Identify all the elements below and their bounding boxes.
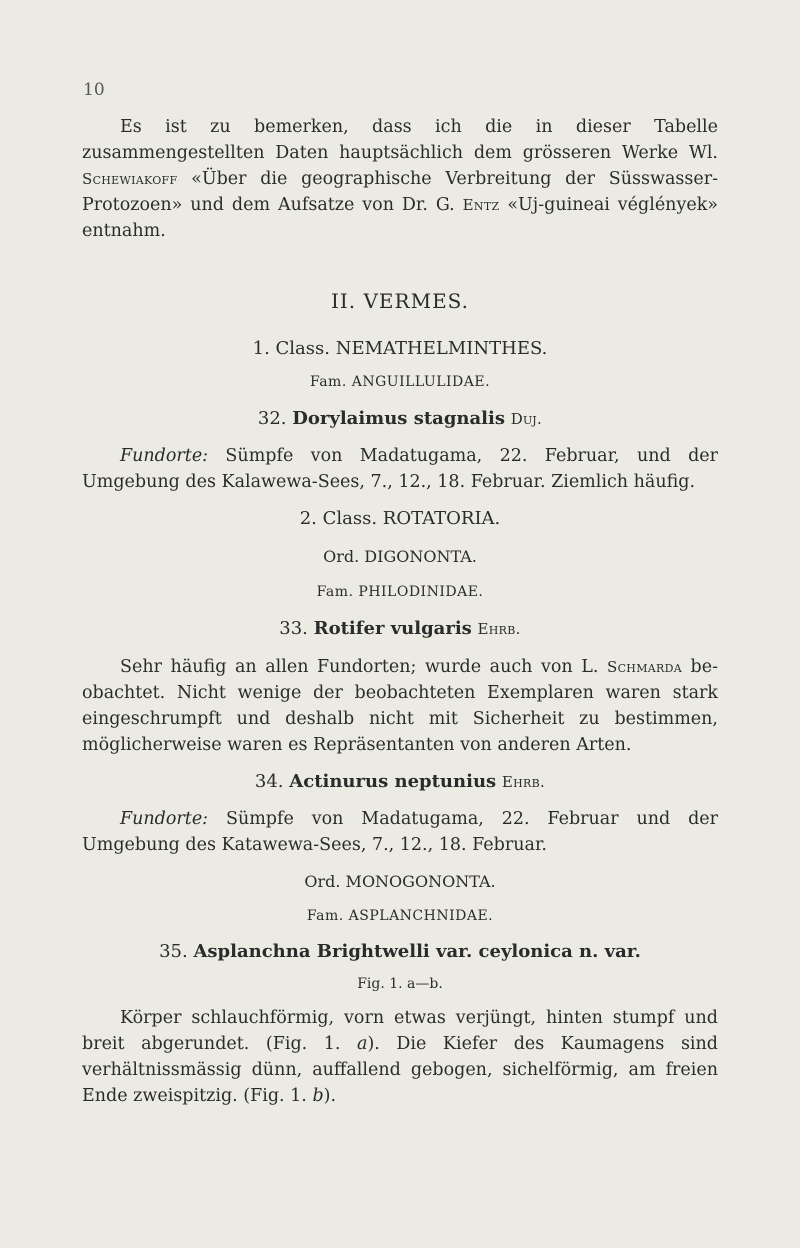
species-number: 35. bbox=[159, 941, 188, 962]
fig-part-a: a bbox=[357, 1034, 368, 1054]
intro-text-1: Es ist zu bemerken, dass ich die in dieser Tabelle zusammengestellten Daten hauptsächlich dem grösseren Werke Wl. bbox=[82, 117, 718, 163]
author-entz: Entz bbox=[462, 196, 500, 214]
species-name: Actinurus neptunius bbox=[289, 771, 497, 792]
species-number: 33. bbox=[279, 618, 308, 639]
species-name: Asplanchna Brightwelli var. ceylonica n. var. bbox=[193, 941, 641, 962]
fundorte-label: Fundorte: bbox=[120, 809, 209, 829]
species-number: 32. bbox=[257, 408, 287, 429]
class-heading-rotatoria: 2. Class. ROTATORIA. bbox=[299, 508, 501, 529]
species-author: Ehrb. bbox=[501, 773, 546, 791]
species-heading-34 bbox=[0, 771, 800, 792]
species-34-text bbox=[82, 806, 718, 858]
family-heading-anguillulidae: Fam. ANGUILLULIDAE. bbox=[309, 374, 491, 390]
intro-text-2: «Über die geographische Verbreitung der Süsswasser-Protozoen» und dem Aufsatze von Dr. G. bbox=[82, 169, 718, 215]
species-heading-33 bbox=[0, 618, 800, 639]
fundorte-text: Sümpfe von Madatugama, 22. Februar und der Umgebung des Katawewa-Sees, 7., 12., 18. Februar. bbox=[82, 809, 718, 855]
fundorte-label: Fundorte: bbox=[120, 446, 209, 466]
order-heading-digononta: Ord. DIGONONTA. bbox=[323, 547, 477, 566]
species-33-text-1: Sehr häufig an allen Fundorten; wurde auch von L. bbox=[120, 657, 608, 677]
species-heading-32 bbox=[0, 408, 800, 429]
species-author: Duj. bbox=[510, 410, 543, 428]
fig-part-b: b bbox=[312, 1086, 324, 1106]
species-32-text bbox=[82, 443, 718, 495]
figure-reference: Fig. 1. a—b. bbox=[357, 976, 443, 992]
species-heading-35 bbox=[0, 941, 800, 962]
species-35-text bbox=[82, 1005, 718, 1109]
class-heading-nemathelminthes: 1. Class. NEMATHELMINTHES. bbox=[252, 338, 548, 359]
section-heading: II. VERMES. bbox=[330, 289, 470, 313]
author-schmarda: Schmarda bbox=[607, 658, 682, 676]
intro-paragraph bbox=[82, 114, 718, 244]
author-schewiakoff: Schewiakoff bbox=[82, 170, 178, 188]
species-33-text-2: beobachtet. Nicht wenige der beobachteten Exemplaren waren stark eingeschrumpft und deshalb nicht mit Sicherheit zu bestimmen, möglicherweise waren es Repräsentanten von anderen Arten. bbox=[82, 657, 718, 755]
species-author: Ehrb. bbox=[477, 620, 521, 638]
species-35-text-2: ). Die Kiefer des Kaumagens sind verhältnissmässig dünn, auffallend gebogen, sichelförmig, am freien Ende zweispitzig. (Fig. 1. bbox=[82, 1034, 719, 1106]
family-heading-asplanchnidae: Fam. ASPLANCHNIDAE. bbox=[306, 908, 494, 924]
species-name: Rotifer vulgaris bbox=[313, 618, 472, 639]
family-heading-philodinidae: Fam. PHILODINIDAE. bbox=[316, 584, 484, 600]
intro-text-3: «Uj-guineai véglények» entnahm. bbox=[82, 195, 719, 241]
species-35-text-3: ). bbox=[323, 1086, 337, 1106]
species-name: Dorylaimus stagnalis bbox=[292, 408, 505, 429]
species-number: 34. bbox=[254, 771, 284, 792]
page-number: 10 bbox=[83, 80, 105, 100]
species-33-text bbox=[82, 654, 718, 758]
species-35-text-1: Körper schlauchförmig, vorn etwas verjüngt, hinten stumpf und breit abgerundet. (Fig. 1. bbox=[82, 1008, 718, 1054]
order-heading-monogononta: Ord. MONOGONONTA. bbox=[304, 872, 496, 891]
fundorte-text: Sümpfe von Madatugama, 22. Februar, und der Umgebung des Kalawewa-Sees, 7., 12., 18. Februar. Ziemlich häufig. bbox=[82, 446, 718, 492]
